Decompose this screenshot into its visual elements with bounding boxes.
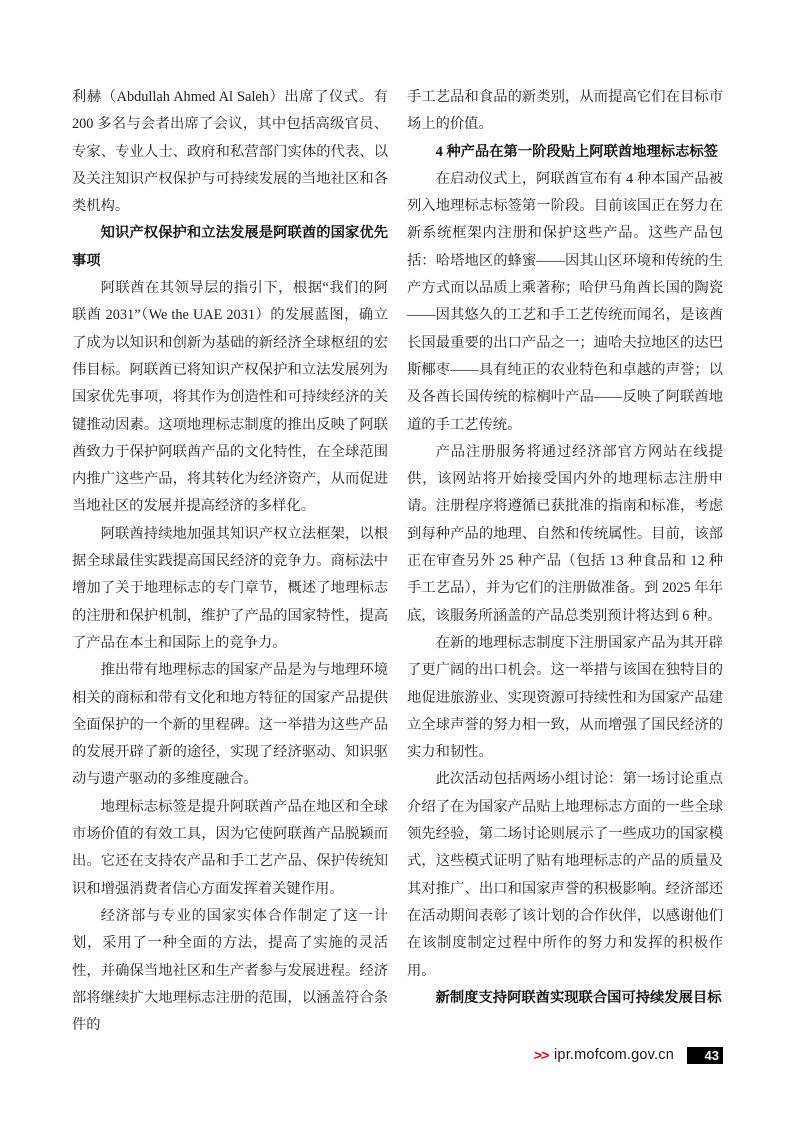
section-heading: 知识产权保护和立法发展是阿联酋的国家优先事项 — [72, 225, 388, 269]
paragraph: 推出带有地理标志的国家产品是为与地理环境相关的商标和带有文化和地方特征的国家产品提供全面保护的一个新的里程碑。这一举措为这些产品的发展开辟了新的途径，实现了经济驱动、知识驱动与遗产驱动的多维度融合。 — [72, 662, 388, 788]
chevron-right-icon: >> — [532, 1047, 550, 1063]
paragraph: 经济部与专业的国家实体合作制定了这一计划，采用了一种全面的方法，提高了实施的灵活性，并确保当地社区和生产者参与发展进程。经济部将继续扩大地理标志注册的范围，以涵盖符合条件的 — [72, 907, 388, 1034]
page-footer — [534, 1046, 723, 1064]
section-heading: 4 种产品在第一阶段贴上阿联酋地理标志标签 — [435, 143, 718, 160]
article-body — [72, 84, 724, 1039]
page-number-badge: 43 — [687, 1047, 723, 1064]
section-heading: 新制度支持阿联酋实现联合国可持续发展目标 — [435, 989, 722, 1006]
paragraph: 在新的地理标志制度下注册国家产品为其开辟了更广阔的出口机会。这一举措与该国在独特目的地促进旅游业、实现资源可持续性和为国家产品建立全球声誉的努力相一致，从而增强了国民经济的实力和韧性。 — [407, 634, 723, 761]
right-column — [407, 84, 723, 1039]
paragraph: 阿联酋持续地加强其知识产权立法框架，以根据全球最佳实践提高国民经济的竞争力。商标法中增加了关于地理标志的专门章节，概述了地理标志的注册和保护机制，维护了产品的国家特性，提高了产品在本土和国际上的竞争力。 — [72, 525, 388, 651]
footer-site-url[interactable]: ipr.mofcom.gov.cn — [554, 1047, 674, 1063]
paragraph: 地理标志标签是提升阿联酋产品在地区和全球市场价值的有效工具，因为它使阿联酋产品脱颖而出。它还在支持农产品和手工艺产品、保护传统知识和增强消费者信心方面发挥着关键作用。 — [72, 798, 388, 897]
left-column — [72, 84, 388, 1039]
paragraph: 手工艺品和食品的新类别，从而提高它们在目标市场上的价值。 — [407, 89, 723, 133]
paragraph: 阿联酋在其领导层的指引下，根据“我们的阿联酋 2031”（We the UAE 2031）的发展蓝图，确立了成为以知识和创新为基础的新经济全球枢纽的宏伟目标。阿联酋已将知识产权保护和立法发展列为国家优先事项，将其作为创造性和可持续经济的关键推动因素。这项地理标志制度的推出反映了阿联酋致力于保护阿联酋产品的文化特性，在全球范围内推广这些产品，将其转化为经济资产，从而促进当地社区的发展并提高经济的多样化。 — [72, 280, 388, 515]
paragraph: 产品注册服务将通过经济部官方网站在线提供，该网站将开始接受国内外的地理标志注册申请。注册程序将遵循已获批准的指南和标准，考虑到每种产品的地理、自然和传统属性。目前，该部正在审查另外 25 种产品（包括 13 种食品和 12 种手工艺品），并为它们的注册做准备。到 2025 年年底，该服务所涵盖的产品总类别预计将达到 6 种。 — [407, 443, 723, 624]
paragraph: 在启动仪式上，阿联酋宣布有 4 种本国产品被列入地理标志标签第一阶段。目前该国正在努力在新系统框架内注册和保护这些产品。这些产品包括：哈塔地区的蜂蜜——因其山区环境和传统的生产方式而以品质上乘著称；哈伊马角酋长国的陶瓷——因其悠久的工艺和手工艺传统而闻名，是该酋长国最重要的出口产品之一；迪哈夫拉地区的达巴斯椰枣——具有纯正的农业特色和卓越的声誉；以及各酋长国传统的棕榈叶产品——反映了阿联酋地道的手工艺传统。 — [407, 170, 723, 433]
paragraph: 此次活动包括两场小组讨论：第一场讨论重点介绍了在为国家产品贴上地理标志方面的一些全球领先经验，第二场讨论则展示了一些成功的国家模式，这些模式证明了贴有地理标志的产品的质量及其对推广、出口和国家声誉的积极影响。经济部还在活动期间表彰了该计划的合作伙伴，以感谢他们在该制度制定过程中所作的努力和发挥的积极作用。 — [407, 771, 723, 979]
paragraph: 利赫（Abdullah Ahmed Al Saleh）出席了仪式。有 200 多名与会者出席了会议，其中包括高级官员、专家、专业人士、政府和私营部门实体的代表、以及关注知识产权保护与可持续发展的当地社区和各类机构。 — [72, 89, 388, 215]
